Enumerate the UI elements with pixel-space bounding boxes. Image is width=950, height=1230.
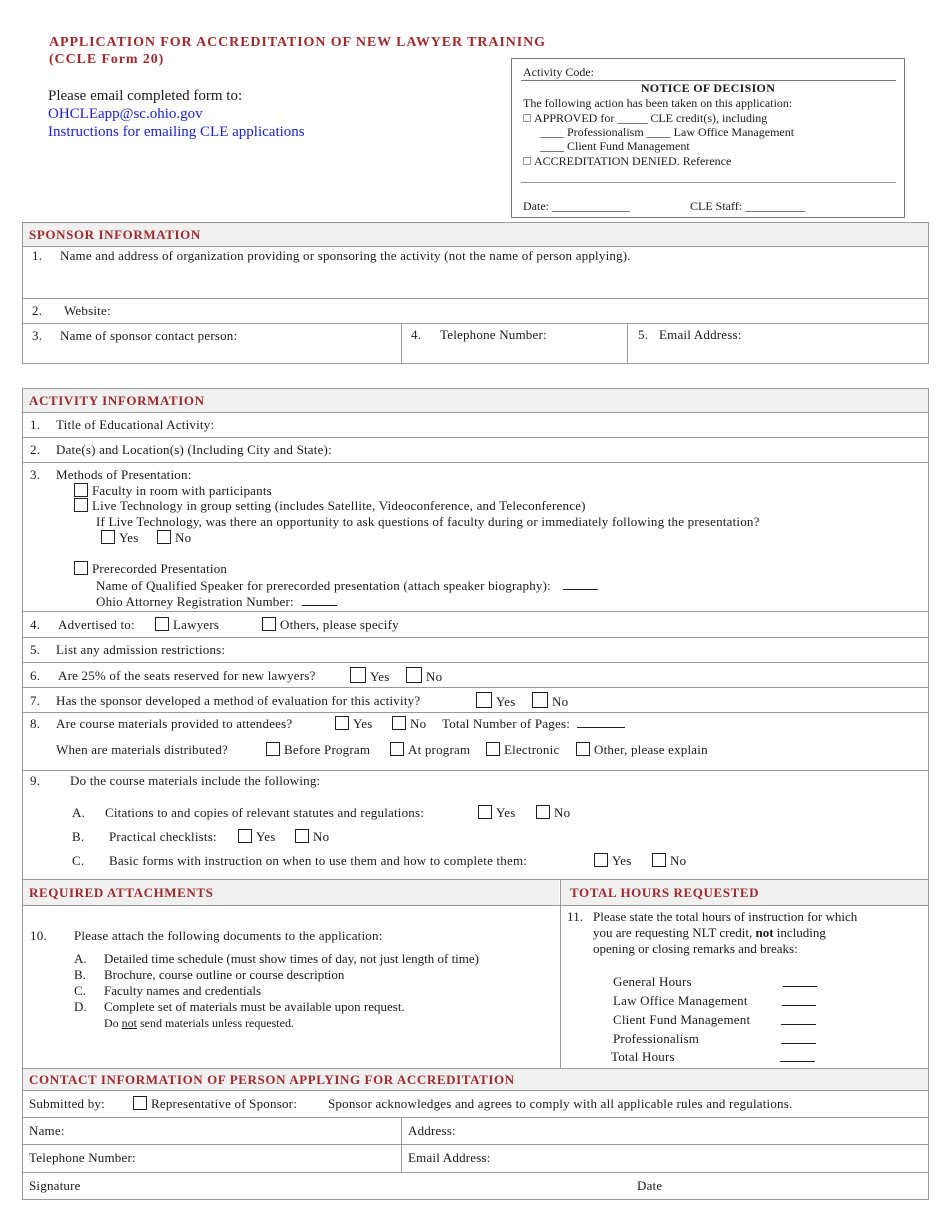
checklists-no-option bbox=[295, 829, 329, 845]
law-office-hours-label: Law Office Management bbox=[613, 993, 748, 1008]
at-program-label: At program bbox=[408, 742, 471, 757]
prerecorded-checkbox[interactable] bbox=[74, 561, 88, 575]
divider bbox=[22, 662, 929, 663]
lawyers-checkbox[interactable] bbox=[155, 617, 169, 631]
live-no-label: No bbox=[175, 530, 192, 545]
attachment-letter: C. bbox=[74, 983, 86, 998]
email-address-label: Email Address: bbox=[408, 1150, 491, 1165]
activity-q9-number: 9. bbox=[30, 773, 41, 788]
divider bbox=[22, 462, 929, 463]
evaluation-yes-checkbox[interactable] bbox=[476, 692, 492, 708]
registration-input[interactable] bbox=[302, 595, 337, 606]
others-checkbox[interactable] bbox=[262, 617, 276, 631]
sponsor-q1-label: Name and address of organization providing or sponsoring the activity (not the name of person applying). bbox=[60, 248, 631, 263]
sponsor-q1-number: 1. bbox=[32, 248, 43, 263]
speaker-line bbox=[96, 578, 598, 594]
registration-label: Ohio Attorney Registration Number: bbox=[96, 594, 294, 609]
divider bbox=[401, 323, 402, 364]
notice-of-decision-box bbox=[511, 58, 905, 218]
divider bbox=[22, 770, 929, 771]
lawyers-option bbox=[155, 617, 219, 633]
divider bbox=[22, 905, 929, 906]
evaluation-yes-label: Yes bbox=[496, 694, 516, 709]
electronic-option bbox=[486, 742, 559, 758]
statutes-no-option bbox=[536, 805, 570, 821]
checklists-no-checkbox[interactable] bbox=[295, 829, 309, 843]
seats-question: Are 25% of the seats reserved for new lawyers? bbox=[58, 668, 316, 683]
forms-yes-checkbox[interactable] bbox=[594, 853, 608, 867]
form-title-line2: (CCLE Form 20) bbox=[49, 52, 165, 67]
other-explain-label: Other, please explain bbox=[594, 742, 708, 757]
seats-no-checkbox[interactable] bbox=[406, 667, 422, 683]
activity-heading: ACTIVITY INFORMATION bbox=[23, 389, 928, 412]
email-prompt: Please email completed form to: bbox=[48, 88, 243, 104]
forms-yes-label: Yes bbox=[612, 853, 632, 868]
representative-label: Representative of Sponsor: bbox=[151, 1096, 298, 1111]
email-link[interactable]: OHCLEapp@sc.ohio.gov bbox=[48, 106, 203, 122]
divider bbox=[22, 323, 929, 324]
evaluation-no-checkbox[interactable] bbox=[532, 692, 548, 708]
live-no-option bbox=[157, 530, 191, 546]
live-no-checkbox[interactable] bbox=[157, 530, 171, 544]
forms-no-checkbox[interactable] bbox=[652, 853, 666, 867]
notice-prof-line: ____ Professionalism ____ Law Office Management bbox=[540, 125, 795, 139]
activity-q7-number: 7. bbox=[30, 693, 41, 708]
dates-locations-label: Date(s) and Location(s) (Including City and State): bbox=[56, 442, 332, 457]
evaluation-no-option bbox=[532, 692, 568, 710]
notice-denied: ACCREDITATION DENIED. Reference bbox=[534, 154, 732, 168]
evaluation-yes-option bbox=[476, 692, 516, 710]
telephone-label: Telephone Number: bbox=[440, 327, 547, 342]
sponsor-q3-number: 3. bbox=[32, 328, 43, 343]
law-office-hours-input[interactable] bbox=[782, 995, 816, 1006]
attachment-text: Detailed time schedule (must show times of day, not just length of time) bbox=[104, 951, 480, 966]
attachment-item bbox=[74, 951, 479, 967]
form-title bbox=[49, 34, 546, 68]
attachment-text: Complete set of materials must be available upon request. bbox=[104, 999, 405, 1014]
sponsor-q4-number: 4. bbox=[411, 327, 422, 342]
attachments-intro: Please attach the following documents to the application: bbox=[74, 928, 383, 943]
activity-q5-number: 5. bbox=[30, 642, 41, 657]
materials-no-checkbox[interactable] bbox=[392, 716, 406, 730]
website-label: Website: bbox=[64, 303, 111, 318]
q9c-letter: C. bbox=[72, 853, 85, 868]
notice-date: Date: _____________ bbox=[523, 199, 630, 213]
acknowledgement-text: Sponsor acknowledges and agrees to comply with all applicable rules and regulations. bbox=[328, 1096, 793, 1111]
total-hours-label: Total Hours bbox=[611, 1049, 675, 1064]
activity-q4-number: 4. bbox=[30, 617, 41, 632]
phone-label: Telephone Number: bbox=[29, 1150, 136, 1165]
divider bbox=[22, 1172, 929, 1173]
name-label: Name: bbox=[29, 1123, 65, 1138]
forms-no-label: No bbox=[670, 853, 687, 868]
notice-staff: CLE Staff: __________ bbox=[690, 199, 806, 213]
when-distributed-label: When are materials distributed? bbox=[56, 742, 228, 757]
divider bbox=[22, 412, 929, 413]
notice-approved: APPROVED for _____ CLE credit(s), including bbox=[534, 111, 768, 125]
client-fund-hours-label: Client Fund Management bbox=[613, 1012, 751, 1027]
checklists-yes-option bbox=[238, 829, 276, 845]
divider bbox=[627, 323, 628, 364]
activity-q6-number: 6. bbox=[30, 668, 41, 683]
before-program-label: Before Program bbox=[284, 742, 371, 757]
attachment-item bbox=[74, 967, 479, 983]
divider bbox=[22, 1090, 929, 1091]
methods-label: Methods of Presentation: bbox=[56, 467, 192, 482]
attachment-letter: B. bbox=[74, 967, 86, 982]
speaker-label: Name of Qualified Speaker for prerecorded presentation (attach speaker biography): bbox=[96, 578, 551, 593]
email-label: Email Address: bbox=[659, 327, 742, 342]
hours-line3: opening or closing remarks and breaks: bbox=[593, 941, 798, 956]
representative-option bbox=[133, 1096, 297, 1112]
sponsor-heading: SPONSOR INFORMATION bbox=[23, 223, 928, 246]
before-program-option bbox=[266, 742, 370, 758]
professionalism-hours-input[interactable] bbox=[781, 1033, 816, 1044]
submitted-by-label: Submitted by: bbox=[29, 1096, 105, 1111]
statutes-yes-checkbox[interactable] bbox=[478, 805, 492, 819]
notice-denied-line bbox=[523, 154, 731, 169]
seats-yes-checkbox[interactable] bbox=[350, 667, 366, 683]
divider bbox=[22, 298, 929, 299]
other-explain-option bbox=[576, 742, 708, 758]
hours-line2-post: including bbox=[773, 925, 826, 940]
activity-q2-number: 2. bbox=[30, 442, 41, 457]
professionalism-hours-label: Professionalism bbox=[613, 1031, 700, 1046]
checklists-yes-checkbox[interactable] bbox=[238, 829, 252, 843]
at-program-option bbox=[390, 742, 470, 758]
hours-line1: Please state the total hours of instruction for which bbox=[593, 909, 858, 924]
faculty-in-room-label: Faculty in room with participants bbox=[92, 483, 272, 498]
sponsor-q2-number: 2. bbox=[32, 303, 43, 318]
other-explain-checkbox[interactable] bbox=[576, 742, 590, 756]
checklists-no-label: No bbox=[313, 829, 330, 844]
approved-checkbox bbox=[523, 114, 531, 122]
divider bbox=[22, 637, 929, 638]
evaluation-no-label: No bbox=[552, 694, 569, 709]
pages-input[interactable] bbox=[577, 717, 625, 728]
admission-restrictions-label: List any admission restrictions: bbox=[56, 642, 226, 657]
hours-line2-pre: you are requesting NLT credit, bbox=[593, 925, 756, 940]
notice-intro: The following action has been taken on this application: bbox=[523, 96, 793, 110]
checklists-question: Practical checklists: bbox=[109, 829, 217, 844]
registration-line bbox=[96, 594, 337, 610]
live-yes-option bbox=[101, 530, 139, 546]
live-yes-label: Yes bbox=[119, 530, 139, 545]
general-hours-input[interactable] bbox=[783, 976, 817, 987]
prerecorded-label: Prerecorded Presentation bbox=[92, 561, 228, 576]
activity-q1-number: 1. bbox=[30, 417, 41, 432]
attachments-heading: REQUIRED ATTACHMENTS bbox=[23, 880, 559, 905]
statutes-no-label: No bbox=[554, 805, 571, 820]
statutes-yes-option bbox=[478, 805, 516, 821]
general-hours-label: General Hours bbox=[613, 974, 692, 989]
seats-yes-label: Yes bbox=[370, 669, 390, 684]
forms-question: Basic forms with instruction on when to use them and how to complete them: bbox=[109, 853, 528, 868]
advertised-to-label: Advertised to: bbox=[58, 617, 135, 632]
hours-line2 bbox=[593, 925, 857, 941]
divider bbox=[22, 1117, 929, 1118]
attachment-text: Brochure, course outline or course description bbox=[104, 967, 345, 982]
activity-q8-number: 8. bbox=[30, 716, 41, 731]
signature-label: Signature bbox=[29, 1178, 81, 1193]
attachments-list bbox=[74, 951, 479, 1031]
materials-yes-checkbox[interactable] bbox=[335, 716, 349, 730]
hours-heading: TOTAL HOURS REQUESTED bbox=[561, 880, 928, 905]
live-technology-option bbox=[74, 498, 586, 514]
divider bbox=[22, 246, 929, 247]
divider bbox=[22, 437, 929, 438]
instructions-link[interactable]: Instructions for emailing CLE applications bbox=[48, 124, 305, 140]
materials-yes-option bbox=[335, 716, 373, 732]
divider bbox=[560, 879, 561, 1068]
q9a-letter: A. bbox=[72, 805, 86, 820]
divider bbox=[22, 611, 929, 612]
attachment-letter: D. bbox=[74, 999, 87, 1014]
seats-yes-option bbox=[350, 667, 390, 685]
notice-cfm-line: ____ Client Fund Management bbox=[540, 139, 690, 153]
activity-code-label: Activity Code: bbox=[523, 65, 594, 79]
electronic-checkbox[interactable] bbox=[486, 742, 500, 756]
q9b-letter: B. bbox=[72, 829, 85, 844]
live-yes-checkbox[interactable] bbox=[101, 530, 115, 544]
others-label: Others, please specify bbox=[280, 617, 399, 632]
live-question-label: If Live Technology, was there an opportunity to ask questions of faculty during or immediately following the presentation? bbox=[96, 514, 760, 529]
hours-question bbox=[593, 909, 857, 957]
sponsor-contact-label: Name of sponsor contact person: bbox=[60, 328, 238, 343]
attachments-q10-number: 10. bbox=[30, 928, 47, 943]
attachment-text: Faculty names and credentials bbox=[104, 983, 262, 998]
attachment-note bbox=[74, 1015, 479, 1031]
notice-heading: NOTICE OF DECISION bbox=[640, 81, 776, 95]
statutes-yes-label: Yes bbox=[496, 805, 516, 820]
prerecorded-option bbox=[74, 561, 227, 577]
others-option bbox=[262, 617, 399, 633]
pages-line bbox=[442, 716, 625, 732]
seats-no-label: No bbox=[426, 669, 443, 684]
form-title-line1: APPLICATION FOR ACCREDITATION OF NEW LAWYER TRAINING bbox=[49, 35, 546, 50]
note-not: not bbox=[121, 1016, 138, 1030]
forms-no-option bbox=[652, 853, 686, 869]
live-technology-label: Live Technology in group setting (includes Satellite, Videoconference, and Teleconference) bbox=[92, 498, 586, 513]
hours-line2-bold: not bbox=[755, 925, 774, 940]
attachment-letter: A. bbox=[74, 951, 87, 966]
note-post: send materials unless requested. bbox=[137, 1016, 294, 1030]
note-pre: Do bbox=[104, 1016, 122, 1030]
statutes-no-checkbox[interactable] bbox=[536, 805, 550, 819]
email-instructions bbox=[48, 87, 305, 141]
representative-checkbox[interactable] bbox=[133, 1096, 147, 1110]
checklists-yes-label: Yes bbox=[256, 829, 276, 844]
activity-q3-number: 3. bbox=[30, 467, 41, 482]
materials-question: Are course materials provided to attendees? bbox=[56, 716, 293, 731]
date-label: Date bbox=[637, 1178, 663, 1193]
hours-q11-number: 11. bbox=[567, 909, 584, 924]
materials-yes-label: Yes bbox=[353, 716, 373, 731]
attachment-item bbox=[74, 983, 479, 999]
title-of-activity-label: Title of Educational Activity: bbox=[56, 417, 215, 432]
statutes-question: Citations to and copies of relevant statutes and regulations: bbox=[105, 805, 425, 820]
client-fund-hours-input[interactable] bbox=[781, 1014, 816, 1025]
divider bbox=[22, 1144, 929, 1145]
address-label: Address: bbox=[408, 1123, 456, 1138]
speaker-input[interactable] bbox=[563, 579, 598, 590]
notice-approved-line bbox=[523, 111, 767, 126]
at-program-checkbox[interactable] bbox=[390, 742, 404, 756]
contact-heading: CONTACT INFORMATION OF PERSON APPLYING FOR ACCREDITATION bbox=[23, 1069, 928, 1090]
total-hours-input[interactable] bbox=[780, 1051, 815, 1062]
divider bbox=[22, 712, 929, 713]
faculty-in-room-checkbox[interactable] bbox=[74, 483, 88, 497]
seats-no-option bbox=[406, 667, 442, 685]
denied-checkbox bbox=[523, 157, 531, 165]
notice-divider-2 bbox=[521, 182, 896, 183]
materials-include-question: Do the course materials include the following: bbox=[70, 773, 321, 788]
forms-yes-option bbox=[594, 853, 632, 869]
sponsor-q5-number: 5. bbox=[638, 327, 649, 342]
divider bbox=[22, 687, 929, 688]
materials-no-option bbox=[392, 716, 426, 732]
attachment-item bbox=[74, 999, 479, 1015]
electronic-label: Electronic bbox=[504, 742, 560, 757]
lawyers-label: Lawyers bbox=[173, 617, 220, 632]
evaluation-question: Has the sponsor developed a method of evaluation for this activity? bbox=[56, 693, 421, 708]
live-technology-checkbox[interactable] bbox=[74, 498, 88, 512]
faculty-in-room-option bbox=[74, 483, 272, 499]
materials-no-label: No bbox=[410, 716, 427, 731]
pages-label: Total Number of Pages: bbox=[442, 716, 571, 731]
before-program-checkbox[interactable] bbox=[266, 742, 280, 756]
